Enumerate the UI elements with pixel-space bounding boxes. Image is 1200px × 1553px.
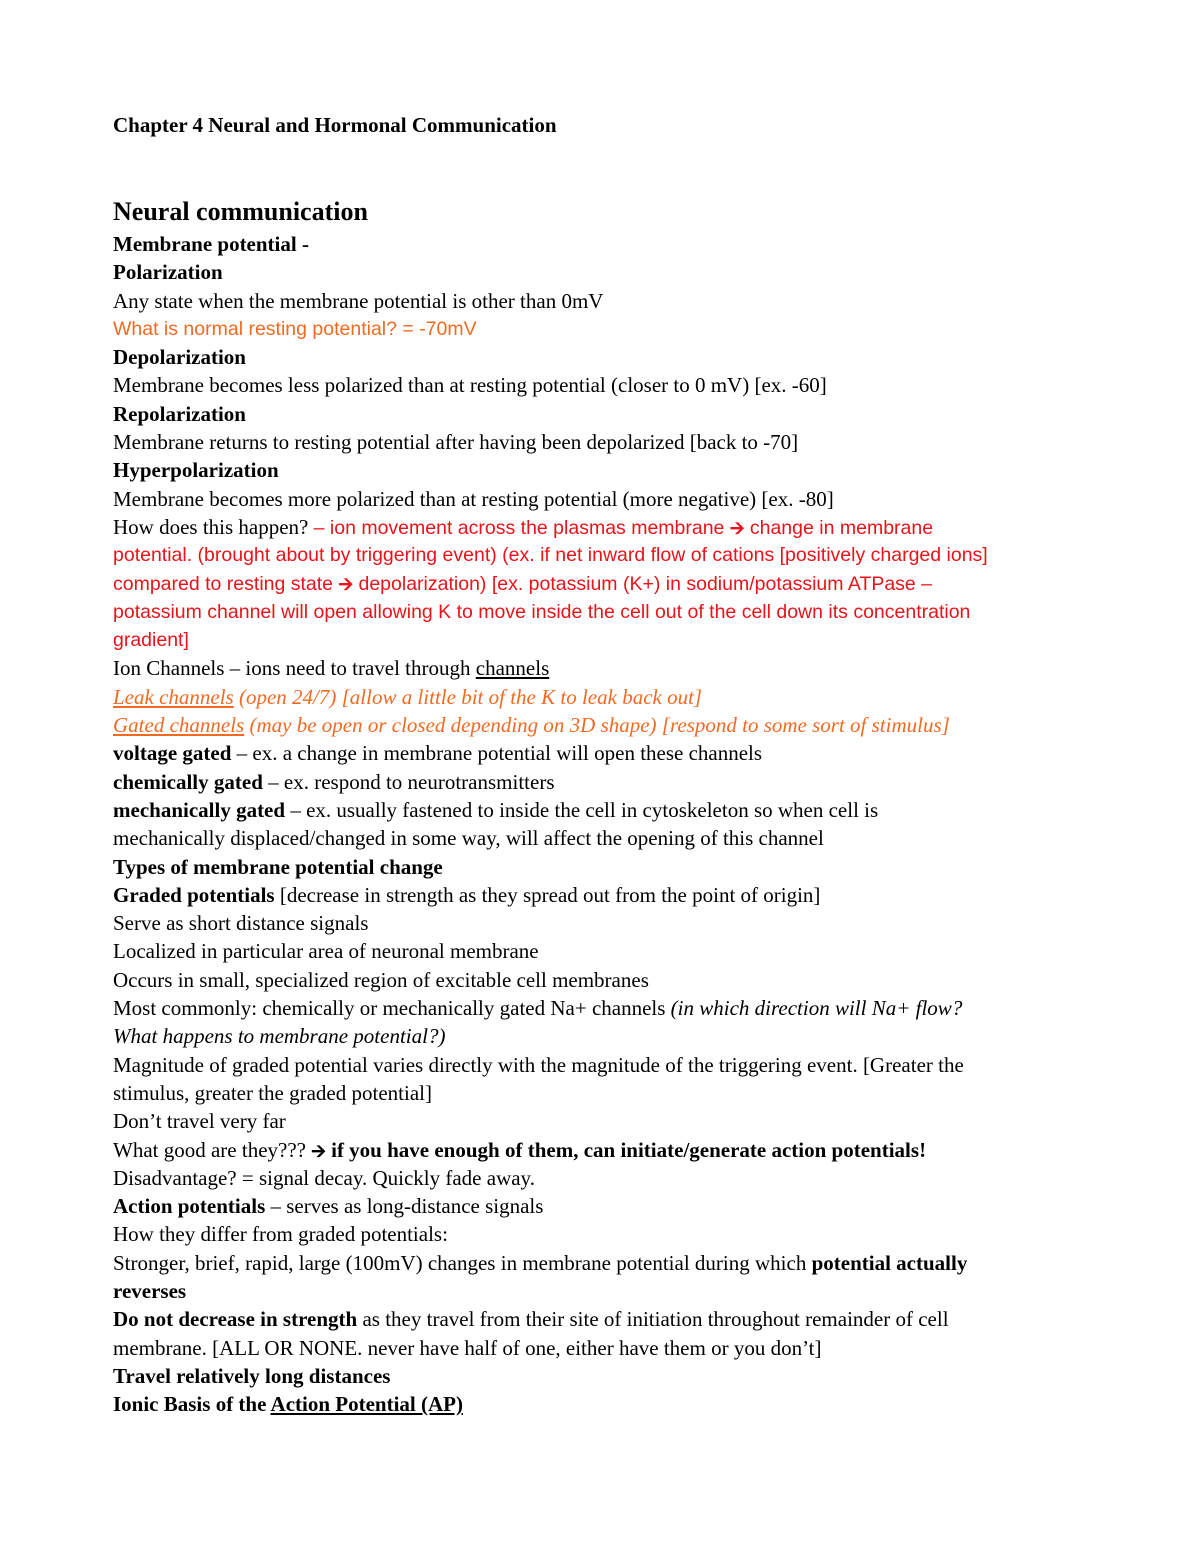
answer-text-cont: change in membrane: [744, 516, 934, 539]
arrow-icon: 🡪: [311, 1140, 326, 1162]
answer-line: potential. (brought about by triggering event) (ex. if net inward flow of cations [positively charged ions]: [113, 544, 988, 567]
action-fact-bold: potential actually: [811, 1250, 968, 1275]
graded-potentials-line: [113, 881, 1103, 909]
graded-fact: Localized in particular area of neuronal membrane: [113, 939, 539, 964]
chapter-title: Chapter 4 Neural and Hormonal Communication: [113, 113, 557, 137]
term-repolarization: Repolarization: [113, 401, 246, 426]
voltage-gated-line: [113, 739, 1103, 767]
graded-fact: Don’t travel very far: [113, 1109, 286, 1134]
mechanically-gated-term: mechanically gated: [113, 797, 286, 822]
chemically-gated-desc: – ex. respond to neurotransmitters: [262, 769, 555, 794]
answer-text: – ion movement across the plasmas membrane: [313, 516, 730, 539]
graded-fact: Magnitude of graded potential varies directly with the magnitude of the triggering event. [Greater the: [113, 1052, 964, 1077]
action-fact-cont: membrane. [ALL OR NONE. never have half of one, either have them or you don’t]: [113, 1335, 822, 1360]
graded-fact-question: (in which direction will Na+ flow?: [670, 996, 963, 1021]
answer-line: potassium channel will open allowing K to move inside the cell out of the cell down its concentration: [113, 600, 971, 623]
question-text: How does this happen?: [113, 514, 314, 539]
arrow-icon: 🡪: [729, 517, 745, 539]
definition-repolarization: Membrane returns to resting potential after having been depolarized [back to -70]: [113, 430, 799, 455]
graded-fact-text: Most commonly: chemically or mechanically gated Na+ channels: [113, 996, 671, 1021]
answer-text-cont: depolarization) [ex. potassium (K+) in sodium/potassium ATPase –: [353, 572, 933, 595]
gated-channels-note: (may be open or closed depending on 3D shape) [respond to some sort of stimulus]: [244, 713, 950, 738]
graded-potentials-desc: [decrease in strength as they spread out from the point of origin]: [274, 882, 821, 907]
mechanically-gated-line: [113, 796, 1103, 824]
section-heading: Neural communication: [113, 197, 368, 226]
action-fact-bold-cont: reverses: [113, 1278, 187, 1303]
gated-channels-term: Gated channels: [113, 713, 245, 738]
action-fact-text: Stronger, brief, rapid, large (100mV) changes in membrane potential during which: [113, 1250, 812, 1275]
graded-disadvantage: Disadvantage? = signal decay. Quickly fade away.: [113, 1165, 535, 1190]
mechanically-gated-cont: mechanically displaced/changed in some way, will affect the opening of this channel: [113, 826, 824, 851]
leak-channels-term: Leak channels: [113, 684, 234, 709]
chemically-gated-line: [113, 768, 1103, 796]
term-membrane-potential: Membrane potential -: [113, 232, 309, 256]
what-good-question: What good are they???: [113, 1137, 312, 1162]
graded-fact-question-cont: What happens to membrane potential?): [113, 1024, 446, 1049]
voltage-gated-desc: – ex. a change in membrane potential will open these channels: [231, 741, 763, 766]
answer-line: gradient]: [113, 629, 189, 652]
action-fact: How they differ from graded potentials:: [113, 1222, 448, 1247]
term-depolarization: Depolarization: [113, 345, 246, 370]
voltage-gated-term: voltage gated: [113, 741, 232, 766]
mechanically-gated-desc: – ex. usually fastened to inside the cell in cytoskeleton so when cell is: [285, 797, 879, 822]
action-fact-bold-line: Travel relatively long distances: [113, 1363, 391, 1388]
definition-depolarization: Membrane becomes less polarized than at resting potential (closer to 0 mV) [ex. -60]: [113, 373, 827, 398]
graded-fact: Serve as short distance signals: [113, 911, 369, 936]
definition-hyperpolarization: Membrane becomes more polarized than at resting potential (more negative) [ex. -80]: [113, 486, 834, 511]
gated-channels-line: [113, 711, 1103, 739]
notes-body: [113, 230, 1103, 1418]
action-potentials-desc: – serves as long-distance signals: [265, 1194, 544, 1219]
graded-fact-cont: stimulus, greater the graded potential]: [113, 1080, 432, 1105]
ionic-basis-line: [113, 1390, 1103, 1418]
how-does-this-happen-line: [113, 513, 1103, 541]
action-potential-underlined: Action Potential (AP): [270, 1392, 463, 1417]
term-hyperpolarization: Hyperpolarization: [113, 458, 279, 483]
answer-line: [113, 570, 1103, 598]
subheading-potential-change: Types of membrane potential change: [113, 854, 443, 879]
what-good-line: [113, 1136, 1103, 1164]
leak-channels-note: (open 24/7) [allow a little bit of the K to leak back out]: [233, 684, 703, 709]
graded-potentials-term: Graded potentials: [113, 882, 275, 907]
ion-channels-line: [113, 654, 1103, 682]
arrow-icon: 🡪: [338, 573, 354, 595]
action-potentials-term: Action potentials: [113, 1194, 266, 1219]
channels-underlined: channels: [475, 656, 550, 681]
note-resting-potential: What is normal resting potential? = -70mV: [113, 317, 477, 340]
action-potentials-line: [113, 1192, 1103, 1220]
graded-fact: Occurs in small, specialized region of excitable cell membranes: [113, 967, 649, 992]
ionic-basis-text: Ionic Basis of the: [113, 1392, 271, 1417]
what-good-answer: if you have enough of them, can initiate/generate action potentials!: [325, 1137, 927, 1162]
graded-fact: [113, 994, 1103, 1022]
chemically-gated-term: chemically gated: [113, 769, 263, 794]
ion-channels-text: Ion Channels – ions need to travel through: [113, 656, 476, 681]
action-fact: [113, 1249, 1103, 1277]
definition-polarization: Any state when the membrane potential is other than 0mV: [113, 288, 604, 313]
answer-text: compared to resting state: [113, 572, 339, 595]
action-fact-text: as they travel from their site of initiation throughout remainder of cell: [357, 1307, 949, 1332]
leak-channels-line: [113, 683, 1103, 711]
action-fact: [113, 1305, 1103, 1333]
action-fact-bold: Do not decrease in strength: [113, 1307, 358, 1332]
term-polarization: Polarization: [113, 260, 223, 285]
